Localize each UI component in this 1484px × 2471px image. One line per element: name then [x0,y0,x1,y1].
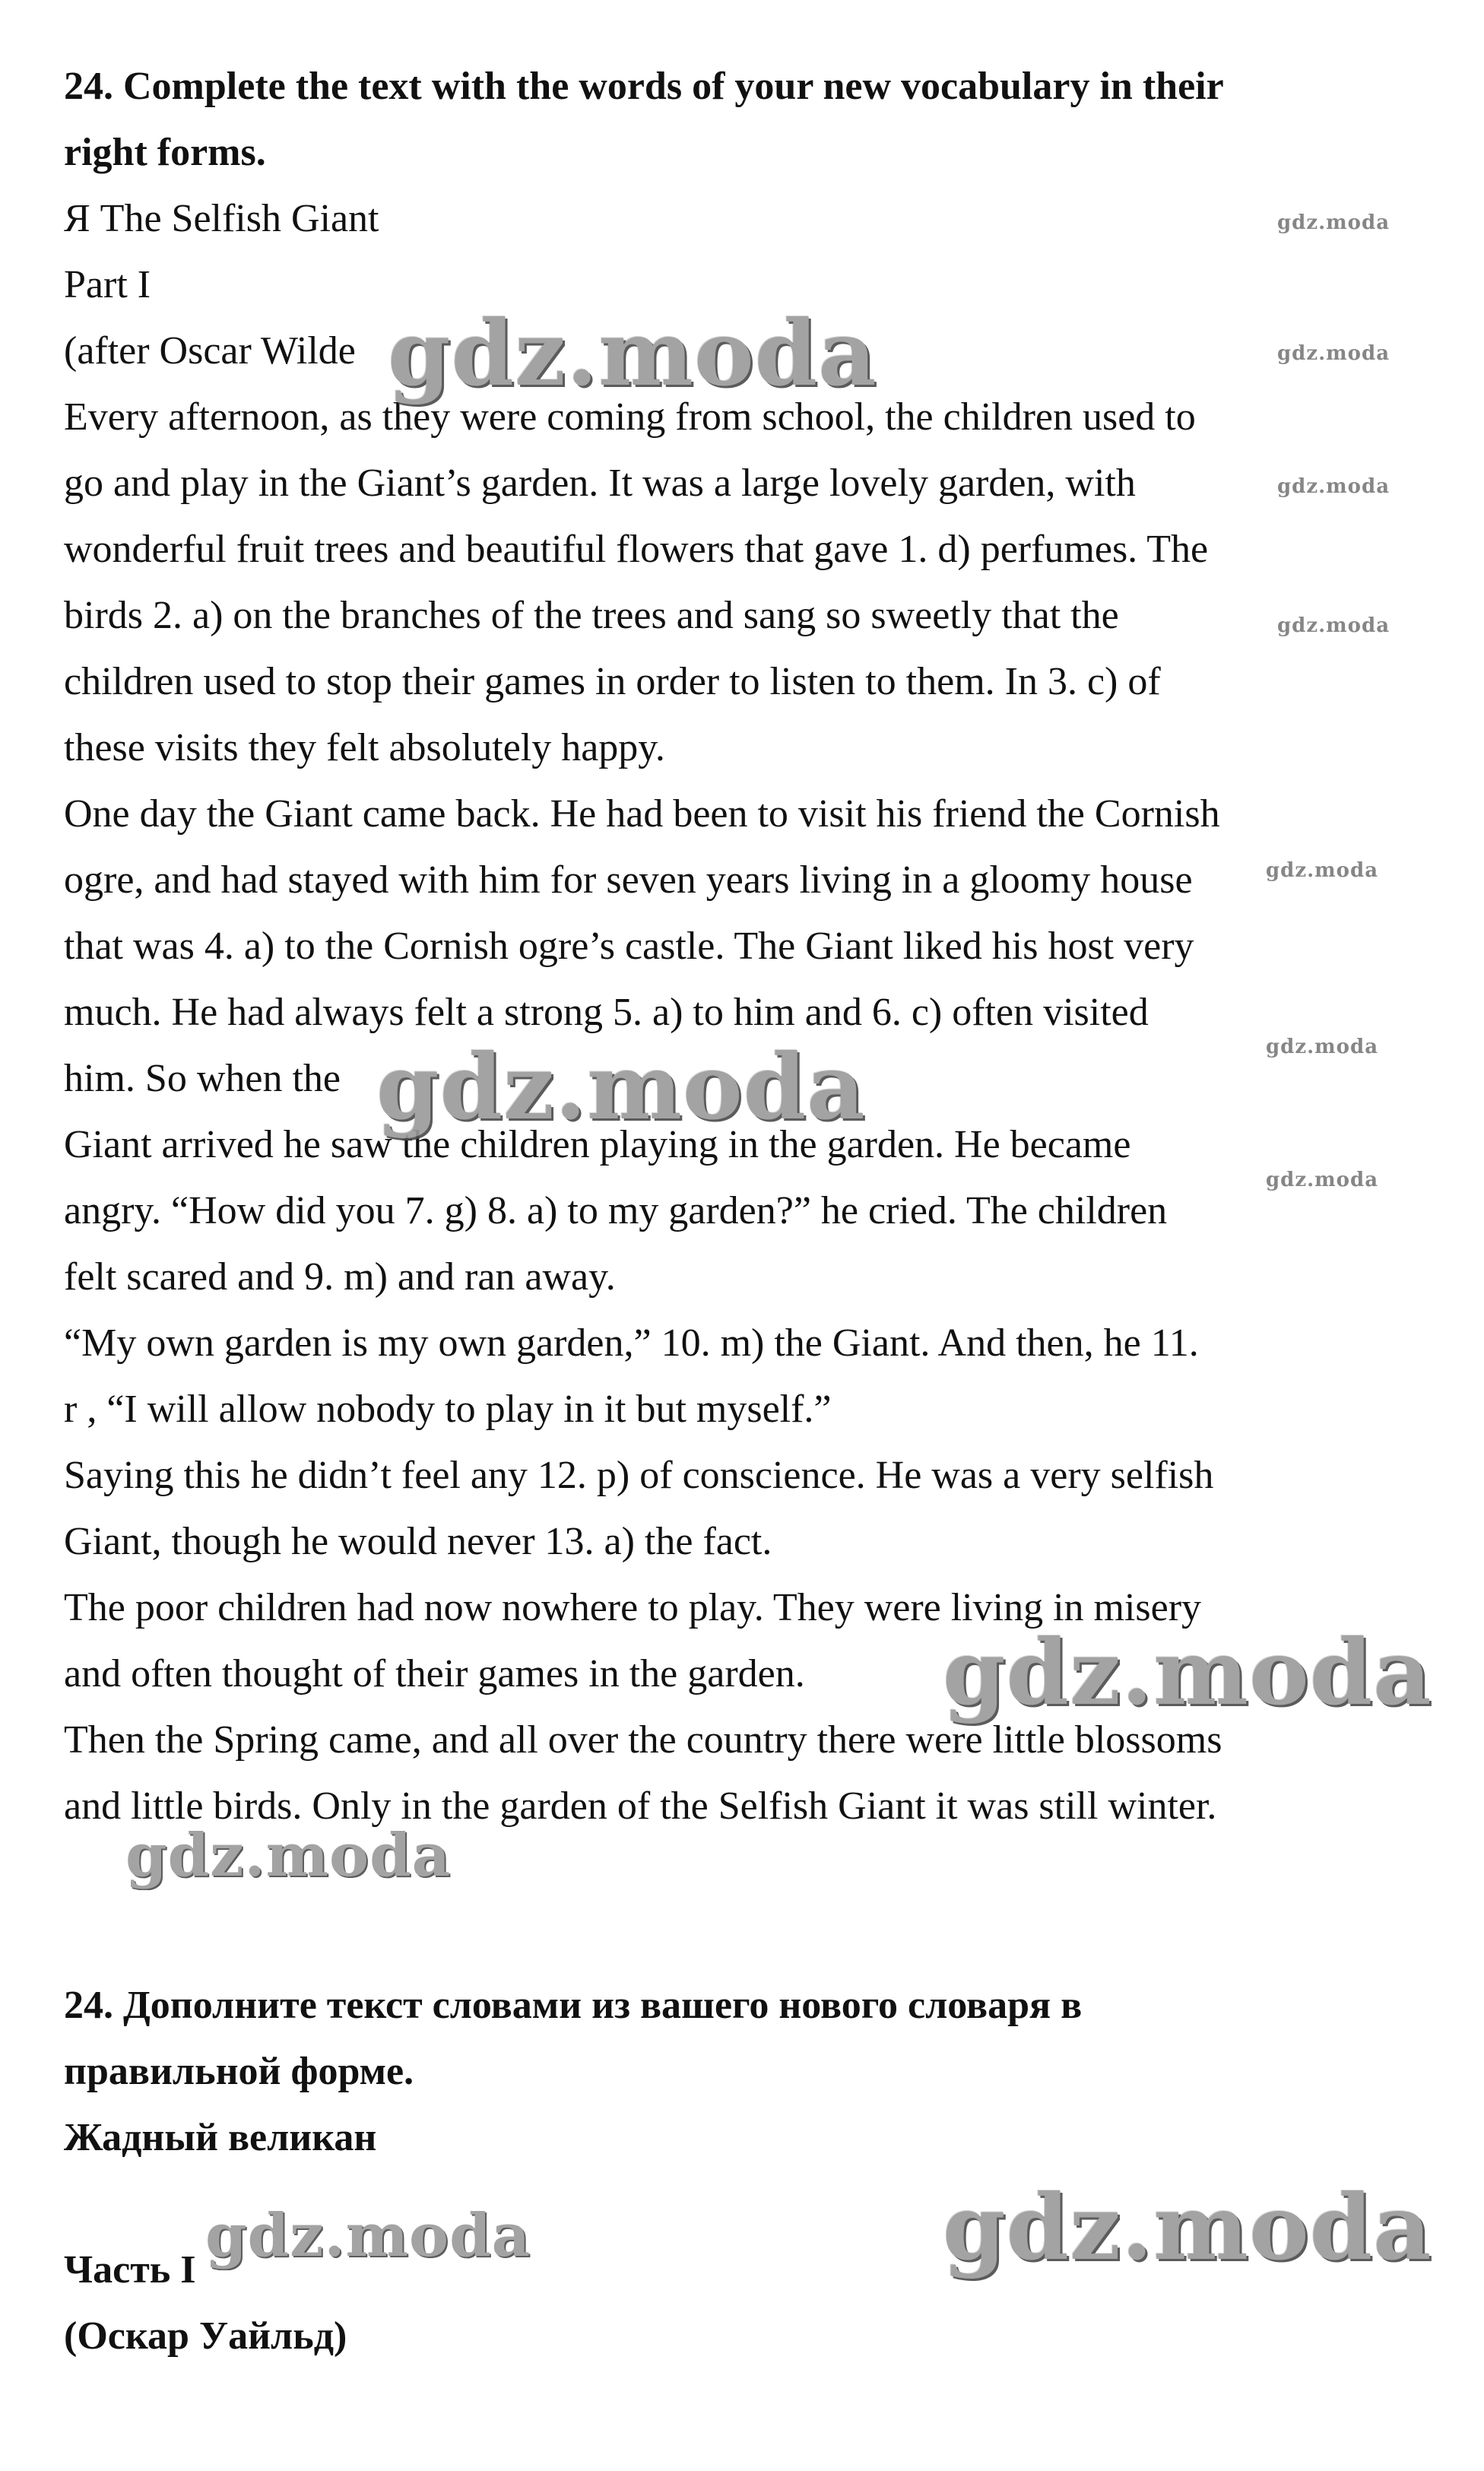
russian-task-section [64,1972,1402,2369]
task-heading-line-1: 24. Complete the text with the words of your new vocabulary in their [64,65,1224,108]
task-heading-line-2: right forms. [64,131,266,174]
watermark-small: gdz.moda [1277,475,1390,498]
text-line: much. He had always felt a strong 5. a) to him and 6. c) often visited [64,991,1149,1034]
watermark-logo: gdz.moda [125,1821,452,1890]
watermark-logo: gdz.moda [205,2201,531,2270]
text-line: wonderful fruit trees and beautiful flowers that gave 1. d) perfumes. The [64,528,1209,571]
text-line: ogre, and had stayed with him for seven years living in a gloomy house [64,858,1193,902]
text-line: Saying this he didn’t feel any 12. p) of conscience. He was a very selfish [64,1454,1214,1497]
text-line: children used to stop their games in order to listen to them. In 3. c) of [64,660,1161,703]
text-line: Giant, though he would never 13. a) the fact. [64,1520,772,1563]
russian-heading-line-2: правильной форме. [64,2050,414,2093]
watermark-small: gdz.moda [1277,614,1390,637]
text-line: these visits they felt absolutely happy. [64,726,665,769]
text-line: go and play in the Giant’s garden. It was a large lovely garden, with [64,462,1136,505]
russian-heading-line-1: 24. Дополните текст словами из вашего нового словаря в [64,1984,1083,2027]
watermark-small: gdz.moda [1266,1169,1379,1191]
story-author: (after Oscar Wilde [64,329,356,373]
watermark-small: gdz.moda [1266,859,1379,882]
text-line: Giant arrived he saw the children playing in the garden. He became [64,1123,1131,1166]
text-line: and often thought of their games in the garden. [64,1652,805,1695]
text-line: Then the Spring came, and all over the country there were little blossoms [64,1718,1222,1762]
text-line: One day the Giant came back. He had been to visit his friend the Cornish [64,792,1220,836]
watermark-logo: gdz.moda [943,1619,1432,1725]
text-line: The poor children had now nowhere to play. They were living in misery [64,1586,1202,1629]
watermark-small: gdz.moda [1277,342,1390,365]
text-line: birds 2. a) on the branches of the trees and sang so sweetly that the [64,594,1119,637]
watermark-logo: gdz.moda [388,300,877,406]
russian-story-author: (Оскар Уайльд) [64,2314,347,2358]
watermark-logo: gdz.moda [943,2174,1432,2280]
story-part: Part I [64,263,151,306]
text-line: Every afternoon, as they were coming from school, the children used to [64,395,1196,439]
story-title: Я The Selfish Giant [64,197,379,240]
watermark-small: gdz.moda [1277,211,1390,234]
text-line: felt scared and 9. m) and ran away. [64,1255,616,1299]
watermark-small: gdz.moda [1266,1036,1379,1058]
text-line: and little birds. Only in the garden of the Selfish Giant it was still winter. [64,1784,1217,1828]
text-line: r , “I will allow nobody to play in it but myself.” [64,1388,832,1431]
text-line: angry. “How did you 7. g) 8. a) to my garden?” he cried. The children [64,1189,1168,1232]
text-line: that was 4. a) to the Cornish ogre’s castle. The Giant liked his host very [64,925,1194,968]
russian-story-part: Часть I [64,2248,196,2292]
watermark-logo: gdz.moda [376,1034,866,1140]
text-line: him. So when the [64,1057,341,1100]
text-line: “My own garden is my own garden,” 10. m) the Giant. And then, he 11. [64,1321,1199,1365]
russian-story-title: Жадный великан [64,2116,377,2159]
